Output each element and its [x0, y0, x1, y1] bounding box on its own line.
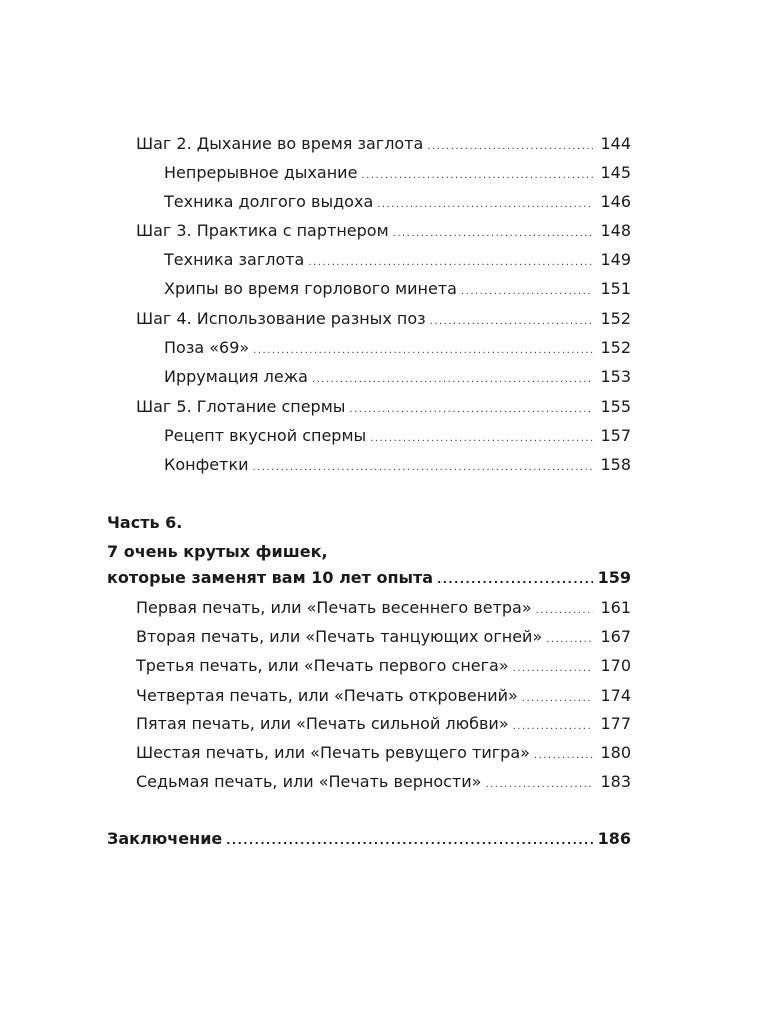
dot-leader [226, 830, 593, 852]
toc-entry-page: 145 [600, 163, 631, 182]
toc-entry-page: 183 [600, 772, 631, 791]
toc-entry-title: Шаг 4. Использование разных поз [136, 309, 426, 328]
toc-entry-page: 158 [600, 455, 631, 474]
toc-entry-page: 161 [600, 598, 631, 617]
toc-subentry[interactable] [164, 278, 631, 300]
toc-subentry[interactable] [164, 191, 631, 213]
toc-entry-title: Иррумация лежа [164, 367, 308, 386]
toc-entry-title: Четвертая печать, или «Печать откровений» [136, 686, 518, 705]
dot-leader [536, 600, 593, 622]
toc-entry-page: 153 [600, 367, 631, 386]
toc-entry[interactable] [136, 655, 631, 677]
toc-entry[interactable] [136, 308, 631, 330]
toc-entry-page: 159 [597, 568, 631, 587]
dot-leader [308, 252, 593, 274]
toc-entry-title: которые заменят вам 10 лет опыта [107, 568, 434, 587]
toc-entry-title: Шестая печать, или «Печать ревущего тигра» [136, 743, 530, 762]
toc-entry-title: Седьмая печать, или «Печать верности» [136, 772, 482, 791]
toc-entry-page: 152 [600, 309, 631, 328]
toc-entry-page: 174 [600, 686, 631, 705]
toc-subentry[interactable] [164, 366, 631, 388]
toc-subentry[interactable] [164, 454, 631, 476]
part-title: 7 очень крутых фишек, [107, 542, 328, 561]
toc-entry-title: Непрерывное дыхание [164, 163, 358, 182]
toc-entry[interactable] [136, 771, 631, 793]
toc-entry-title: Рецепт вкусной спермы [164, 426, 367, 445]
toc-entry-page: 167 [600, 627, 631, 646]
part-label: Часть 6. [107, 513, 183, 532]
dot-leader [534, 745, 593, 767]
toc-entry-page: 186 [597, 829, 631, 848]
toc-entry[interactable] [136, 396, 631, 418]
dot-leader [312, 369, 593, 391]
toc-entry-title: Третья печать, или «Печать первого снега» [136, 656, 509, 675]
toc-subentry[interactable] [164, 337, 631, 359]
toc-entry-title: Шаг 5. Глотание спермы [136, 397, 346, 416]
toc-entry-title: Техника заглота [164, 250, 305, 269]
toc-entry-title: Первая печать, или «Печать весеннего ветра» [136, 598, 532, 617]
toc-entry-title: Хрипы во время горлового минета [164, 279, 457, 298]
toc-entry-page: 152 [600, 338, 631, 357]
toc-entry-title: Заключение [107, 829, 223, 848]
toc-entry-title: Шаг 3. Практика с партнером [136, 221, 389, 240]
toc-subentry[interactable] [164, 249, 631, 271]
toc-entry-page: 148 [600, 221, 631, 240]
dot-leader [546, 629, 593, 651]
dot-leader [461, 281, 593, 303]
dot-leader [253, 457, 593, 479]
conclusion-entry[interactable] [107, 828, 631, 850]
dot-leader [485, 774, 593, 796]
dot-leader [513, 716, 593, 738]
dot-leader [522, 688, 593, 710]
dot-leader [361, 165, 593, 187]
toc-entry[interactable] [136, 713, 631, 735]
toc-entry[interactable] [136, 685, 631, 707]
toc-entry-page: 180 [600, 743, 631, 762]
toc-entry-page: 144 [600, 134, 631, 153]
dot-leader [370, 428, 593, 450]
dot-leader [349, 399, 593, 421]
dot-leader [377, 194, 593, 216]
toc-entry-title: Поза «69» [164, 338, 250, 357]
toc-entry-page: 157 [600, 426, 631, 445]
toc-entry[interactable] [136, 220, 631, 242]
toc-entry-page: 151 [600, 279, 631, 298]
toc-entry-title: Вторая печать, или «Печать танцующих огней» [136, 627, 543, 646]
dot-leader [253, 340, 593, 362]
toc-entry-title: Шаг 2. Дыхание во время заглота [136, 134, 424, 153]
part-title-entry[interactable] [107, 567, 631, 589]
toc-entry[interactable] [136, 597, 631, 619]
dot-leader [393, 223, 593, 245]
toc-entry[interactable] [136, 742, 631, 764]
dot-leader [427, 136, 593, 158]
dot-leader [437, 569, 593, 591]
toc-entry-title: Техника долгого выдоха [164, 192, 374, 211]
toc-entry-page: 177 [600, 714, 631, 733]
toc-subentry[interactable] [164, 425, 631, 447]
toc-entry-title: Конфетки [164, 455, 249, 474]
toc-entry[interactable] [136, 626, 631, 648]
toc-entry-page: 149 [600, 250, 631, 269]
toc-entry-page: 146 [600, 192, 631, 211]
toc-subentry[interactable] [164, 162, 631, 184]
toc-entry-title: Пятая печать, или «Печать сильной любви» [136, 714, 509, 733]
toc-entry[interactable] [136, 133, 631, 155]
toc-entry-page: 155 [600, 397, 631, 416]
dot-leader [513, 658, 593, 680]
dot-leader [430, 311, 593, 333]
toc-entry-page: 170 [600, 656, 631, 675]
